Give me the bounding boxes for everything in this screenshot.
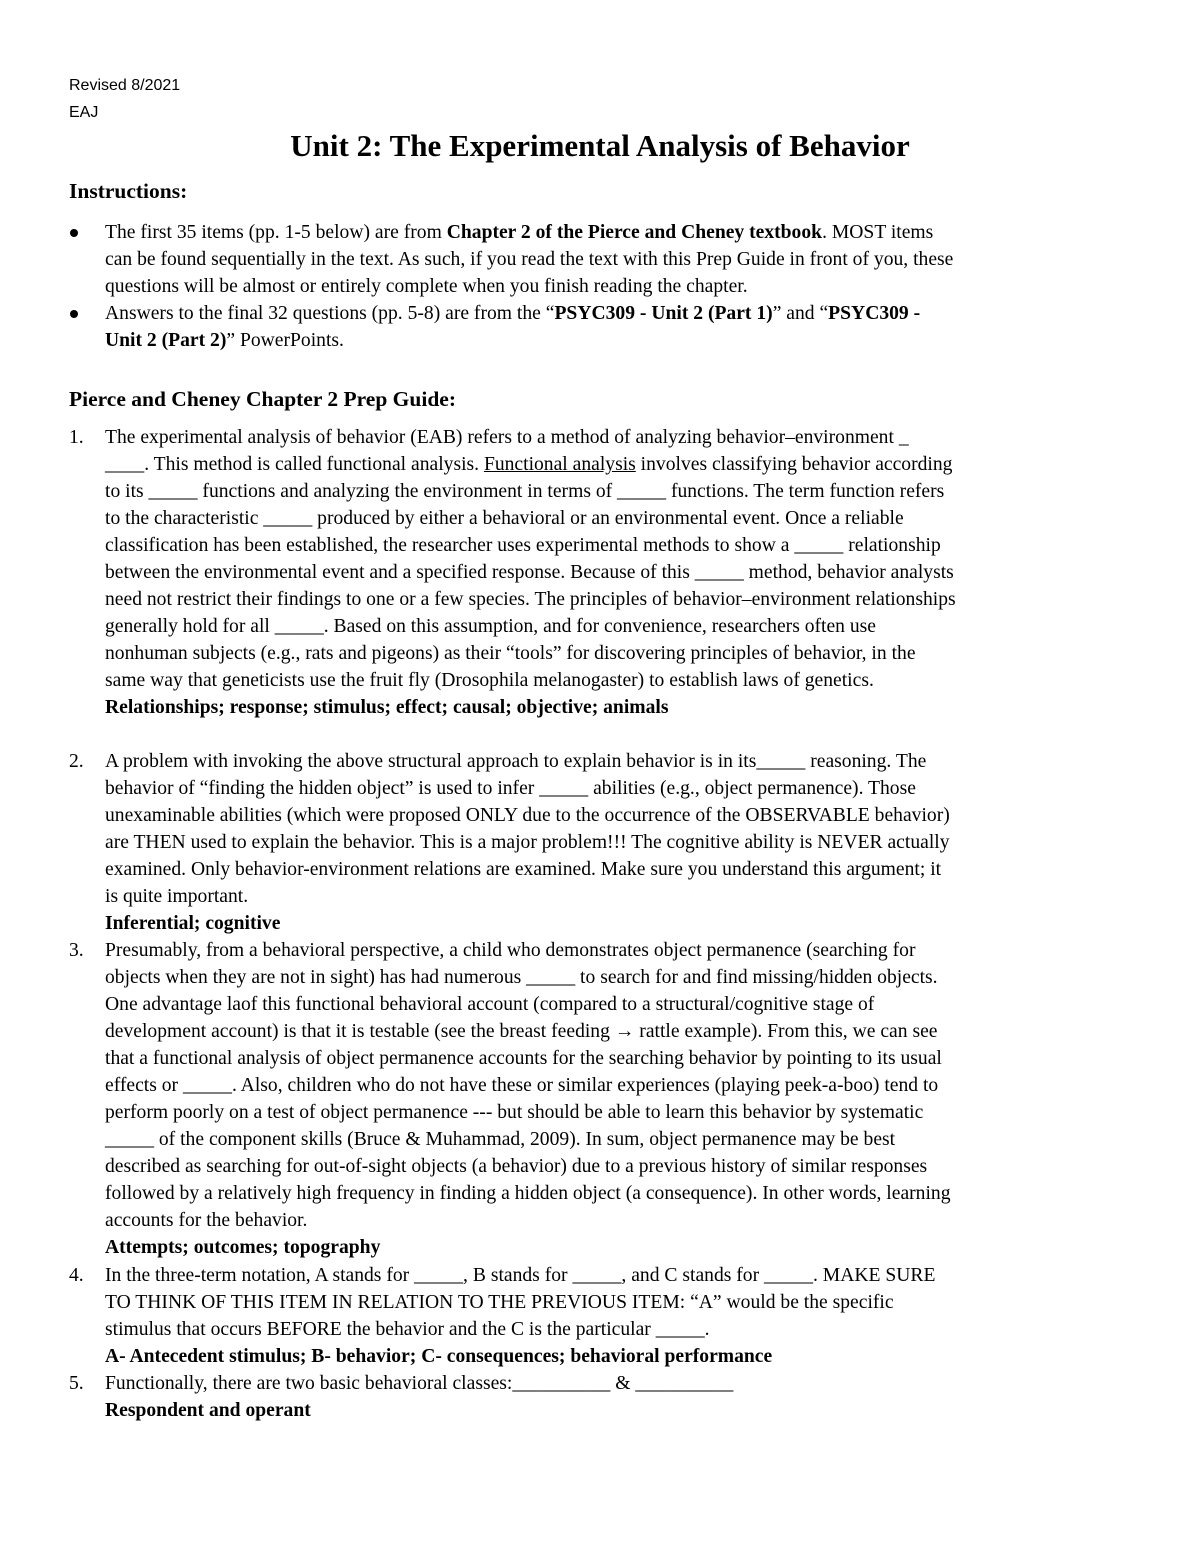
instructions-line: questions will be almost or entirely complete when you finish reading the chapter. <box>105 276 748 297</box>
question-line: to its _____ functions and analyzing the environment in terms of _____ functions. The term function refers <box>105 481 945 502</box>
text-span-bold: Chapter 2 of the Pierce and Cheney textbook <box>446 222 823 243</box>
instructions-line <box>105 219 933 246</box>
question-line: classification has been established, the researcher uses experimental methods to show a _____ relationship <box>105 535 941 556</box>
answer-text: Attempts; outcomes; topography <box>105 1237 381 1258</box>
question-line: described as searching for out-of-sight objects (a behavior) due to a previous history of similar responses <box>105 1156 928 1177</box>
question-number: 1. <box>69 427 84 448</box>
question-number: 4. <box>69 1265 84 1286</box>
text-span: ” and “ <box>772 303 829 324</box>
question-number: 2. <box>69 751 84 772</box>
bullet-icon <box>70 310 78 318</box>
question-line: perform poorly on a test of object permanence --- but should be able to learn this behavior by systematic <box>105 1102 924 1123</box>
text-span: The first 35 items (pp. 1-5 below) are from <box>105 222 447 243</box>
instructions-line <box>105 327 344 354</box>
text-span: Answers to the final 32 questions (pp. 5-8) are from the “ <box>105 303 555 324</box>
question-line: generally hold for all _____. Based on this assumption, and for convenience, researchers often use <box>105 616 876 637</box>
answer-text: Respondent and operant <box>105 1400 311 1421</box>
text-span: . MOST items <box>822 222 934 243</box>
question-line: same way that geneticists use the fruit fly (Drosophila melanogaster) to establish laws of genetics. <box>105 670 874 691</box>
question-line: are THEN used to explain the behavior. This is a major problem!!! The cognitive ability is NEVER actually <box>105 832 950 853</box>
question-line: Functionally, there are two basic behavioral classes:__________ & __________ <box>105 1373 734 1394</box>
answer-line <box>105 1397 311 1424</box>
text-span-bold: Unit 2 (Part 2) <box>105 330 227 351</box>
text-span-bold: PSYC309 - <box>828 303 921 324</box>
question-line: between the environmental event and a specified response. Because of this _____ method, behavior analysts <box>105 562 954 583</box>
question-line: unexaminable abilities (which were proposed ONLY due to the occurrence of the OBSERVABLE behavior) <box>105 805 950 826</box>
question-line: nonhuman subjects (e.g., rats and pigeons) as their “tools” for discovering principles of behavior, in the <box>105 643 916 664</box>
bullet-icon <box>70 229 78 237</box>
question-line: _____ of the component skills (Bruce & Muhammad, 2009). In sum, object permanence may be best <box>105 1129 896 1150</box>
question-line: The experimental analysis of behavior (EAB) refers to a method of analyzing behavior–environment _ <box>105 427 909 448</box>
question-line: A problem with invoking the above structural approach to explain behavior is in its_____ reasoning. The <box>105 751 927 772</box>
question-number: 5. <box>69 1373 84 1394</box>
question-line: examined. Only behavior-environment relations are examined. Make sure you understand this argument; it <box>105 859 942 880</box>
question-line: need not restrict their findings to one or a few species. The principles of behavior–environment relationships <box>105 589 956 610</box>
question-line <box>105 451 952 478</box>
question-line: TO THINK OF THIS ITEM IN RELATION TO THE PREVIOUS ITEM: “A” would be the specific <box>105 1292 894 1313</box>
question-line: followed by a relatively high frequency in finding a hidden object (a consequence). In other words, learning <box>105 1183 951 1204</box>
question-line: that a functional analysis of object permanence accounts for the searching behavior by pointing to its usual <box>105 1048 942 1069</box>
answer-line <box>105 1234 380 1261</box>
prep-guide-heading: Pierce and Cheney Chapter 2 Prep Guide: <box>69 387 456 411</box>
question-line <box>105 1018 937 1045</box>
answer-line <box>105 910 280 937</box>
question-line: accounts for the behavior. <box>105 1210 308 1231</box>
answer-text: Inferential; cognitive <box>105 913 281 934</box>
question-line: is quite important. <box>105 886 249 907</box>
question-number: 3. <box>69 940 84 961</box>
question-line: to the characteristic _____ produced by either a behavioral or an environmental event. Once a reliable <box>105 508 904 529</box>
author-initials: EAJ <box>69 104 99 121</box>
instructions-heading: Instructions: <box>69 179 188 203</box>
question-line: behavior of “finding the hidden object” is used to infer _____ abilities (e.g., object permanence). Those <box>105 778 916 799</box>
question-line: Presumably, from a behavioral perspective, a child who demonstrates object permanence (searching for <box>105 940 916 961</box>
revision-date: Revised 8/2021 <box>69 77 181 94</box>
answer-text: Relationships; response; stimulus; effect; causal; objective; animals <box>105 697 669 718</box>
underlined-term: Functional analysis <box>483 454 636 475</box>
answer-text: A- Antecedent stimulus; B- behavior; C- consequences; behavioral performance <box>105 1346 773 1367</box>
text-span: involves classifying behavior according <box>635 454 953 475</box>
text-span-bold: PSYC309 - Unit 2 (Part 1) <box>554 303 773 324</box>
question-line: objects when they are not in sight) has had numerous _____ to search for and find missing/hidden objects. <box>105 967 938 988</box>
text-span: ____. This method is called functional analysis. <box>105 454 484 475</box>
instructions-line <box>105 300 920 327</box>
text-span: rattle example). From this, we can see <box>634 1021 938 1042</box>
question-line: stimulus that occurs BEFORE the behavior and the C is the particular _____. <box>105 1319 710 1340</box>
arrow-right-icon: → <box>614 1021 635 1042</box>
answer-line <box>105 1343 772 1370</box>
text-span: development account) is that it is testable (see the breast feeding <box>105 1021 615 1042</box>
question-line: One advantage laof this functional behavioral account (compared to a structural/cognitive stage of <box>105 994 875 1015</box>
page-title: Unit 2: The Experimental Analysis of Behavior <box>290 128 910 163</box>
question-line: In the three-term notation, A stands for _____, B stands for _____, and C stands for _____. MAKE SURE <box>105 1265 936 1286</box>
question-line: effects or _____. Also, children who do not have these or similar experiences (playing peek-a-boo) tend to <box>105 1075 939 1096</box>
answer-line <box>105 694 668 721</box>
text-span: ” PowerPoints. <box>226 330 344 351</box>
instructions-line: can be found sequentially in the text. As such, if you read the text with this Prep Guide in front of you, these <box>105 249 954 270</box>
